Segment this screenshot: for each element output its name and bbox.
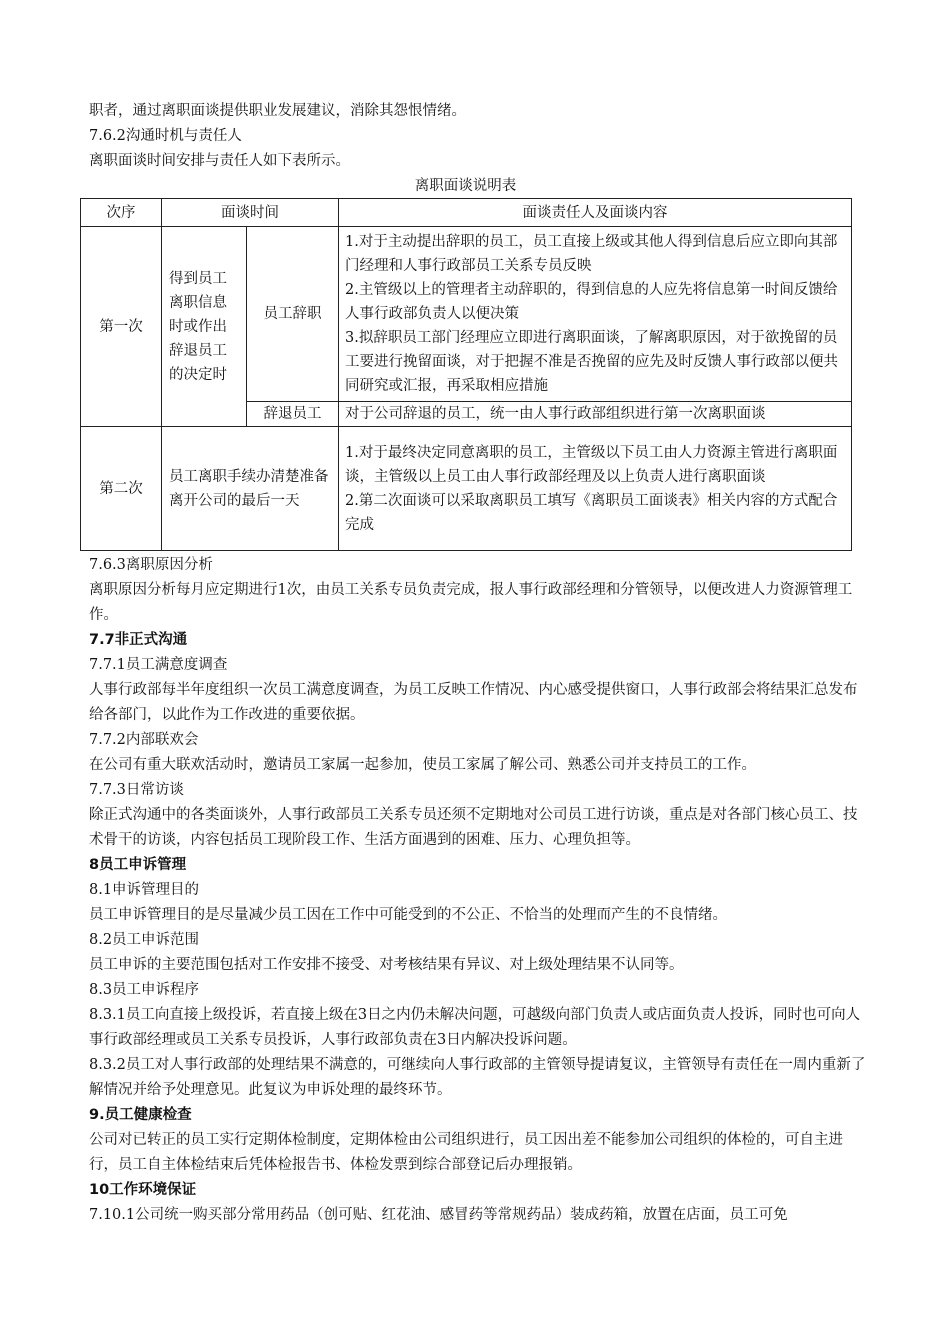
- header-content: 面谈责任人及面谈内容: [339, 199, 852, 227]
- header-time: 面谈时间: [162, 199, 339, 227]
- text-line: 7.6.3离职原因分析: [89, 557, 213, 573]
- text-line: 7.7.3日常访谈: [89, 782, 184, 798]
- text-line: 7.7.2内部联欢会: [89, 732, 199, 748]
- section-heading: 10工作环境保证: [89, 1182, 197, 1198]
- text-line: 离职原因分析每月应定期进行1次，由员工关系专员负责完成，报人事行政部经理和分管领导，以便改进人力资源管理工作。: [89, 582, 853, 623]
- intro-block: [89, 99, 869, 174]
- list-item: 3.拟辞职员工部门经理应立即进行离职面谈，了解离职原因，对于欲挽留的员工要进行挽留面谈，对于把握不准是否挽留的应先及时反馈人事行政部以便共同研究或汇报，再采取相应措施: [345, 330, 838, 394]
- resign-interview-table: [80, 198, 851, 550]
- list-item: 2.第二次面谈可以采取离职员工填写《离职员工面谈表》相关内容的方式配合完成: [345, 492, 838, 533]
- text-line: 员工申诉管理目的是尽量减少员工因在工作中可能受到的不公正、不恰当的处理而产生的不良情绪。: [89, 907, 727, 923]
- row-first-sub2-content: 对于公司辞退的员工，统一由人事行政部组织进行第一次离职面谈: [339, 402, 852, 427]
- text-line: 公司对已转正的员工实行定期体检制度，定期体检由公司组织进行，员工因出差不能参加公司组织的体检的，可自主进行，员工自主体检结束后凭体检报告书、体检发票到综合部登记后办理报销。: [89, 1132, 843, 1173]
- text-line: 职者，通过离职面谈提供职业发展建议，消除其怨恨情绪。: [89, 103, 466, 119]
- section-heading-7-6-2: 7.6.2沟通时机与责任人: [89, 128, 242, 144]
- row-second-time: 员工离职手续办清楚准备离开公司的最后一天: [162, 427, 339, 551]
- section-heading: 9.员工健康检查: [89, 1107, 192, 1123]
- row-first-order: 第一次: [81, 227, 162, 427]
- text-line: 除正式沟通中的各类面谈外，人事行政部员工关系专员还须不定期地对公司员工进行访谈，重点是对各部门核心员工、技术骨干的访谈，内容包括员工现阶段工作、生活方面遇到的困难、压力、心理负担等。: [89, 807, 858, 848]
- section-heading: 8员工申诉管理: [89, 857, 187, 873]
- body-text-block: [89, 553, 869, 1228]
- list-item: 1.对于最终决定同意离职的员工，主管级以下员工由人力资源主管进行离职面谈，主管级以上员工由人事行政部经理及以上负责人进行离职面谈: [345, 444, 838, 485]
- text-line: 7.7.1员工满意度调查: [89, 657, 228, 673]
- row-first-sub1-label: 员工辞职: [247, 227, 339, 402]
- text-line: 7.10.1公司统一购买部分常用药品（创可贴、红花油、感冒药等常规药品）装成药箱，放置在店面，员工可免: [89, 1207, 788, 1223]
- text-line: 员工申诉的主要范围包括对工作安排不接受、对考核结果有异议、对上级处理结果不认同等。: [89, 957, 684, 973]
- text-line: 在公司有重大联欢活动时，邀请员工家属一起参加，使员工家属了解公司、熟悉公司并支持员工的工作。: [89, 757, 756, 773]
- list-item: 1.对于主动提出辞职的员工，员工直接上级或其他人得到信息后应立即向其部门经理和人事行政部员工关系专员反映: [345, 234, 838, 274]
- header-order: 次序: [81, 199, 162, 227]
- row-second-content: [339, 427, 852, 551]
- text-line: 8.2员工申诉范围: [89, 932, 200, 948]
- text-line: 8.3.1员工向直接上级投诉，若直接上级在3日之内仍未解决问题，可越级向部门负责人或店面负责人投诉，同时也可向人事行政部经理或员工关系专员投诉，人事行政部负责在3日内解决投诉问题。: [89, 1007, 861, 1048]
- row-first-sub1-content: [339, 227, 852, 402]
- row-first-time: 得到员工离职信息时或作出辞退员工的决定时: [162, 227, 247, 427]
- row-second-order: 第二次: [81, 427, 162, 551]
- table-caption: 离职面谈说明表: [414, 178, 517, 194]
- list-item: 2.主管级以上的管理者主动辞职的，得到信息的人应先将信息第一时间反馈给人事行政部负责人以便决策: [345, 282, 838, 322]
- row-first-sub2-label: 辞退员工: [247, 402, 339, 427]
- text-line: 8.3.2员工对人事行政部的处理结果不满意的，可继续向人事行政部的主管领导提请复议，主管领导有责任在一周内重新了解情况并给予处理意见。此复议为申诉处理的最终环节。: [89, 1057, 866, 1098]
- text-line: 人事行政部每半年度组织一次员工满意度调查，为员工反映工作情况、内心感受提供窗口，人事行政部会将结果汇总发布给各部门，以此作为工作改进的重要依据。: [89, 682, 858, 723]
- text-line: 8.1申诉管理目的: [89, 882, 200, 898]
- text-line: 离职面谈时间安排与责任人如下表所示。: [89, 153, 350, 169]
- section-heading: 7.7非正式沟通: [89, 632, 188, 648]
- text-line: 8.3员工申诉程序: [89, 982, 200, 998]
